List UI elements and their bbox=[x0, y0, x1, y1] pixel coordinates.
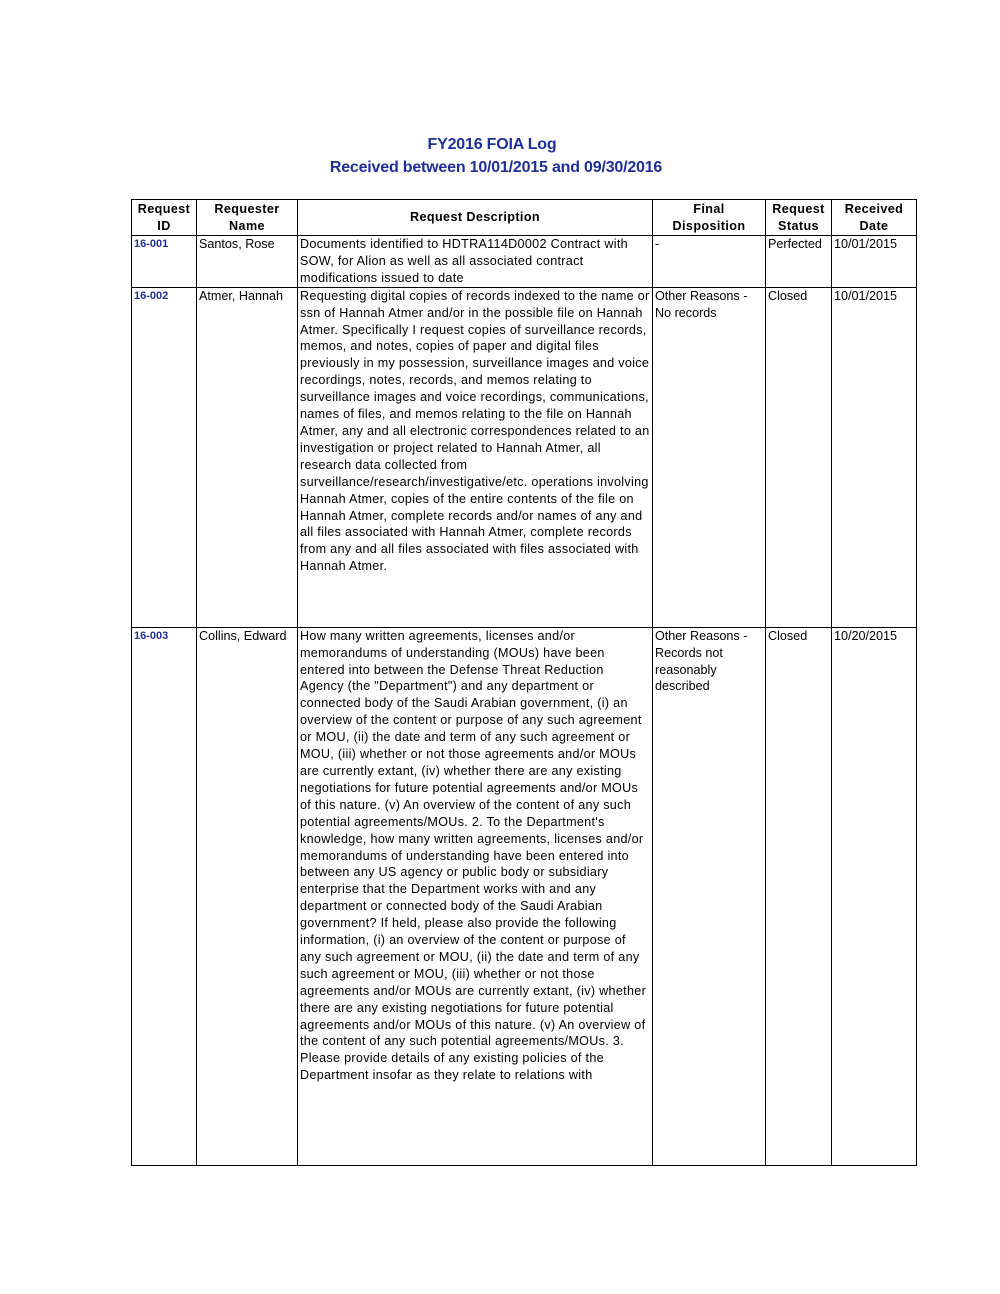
received-date-cell: 10/20/2015 bbox=[832, 627, 917, 1165]
request-description-cell: Requesting digital copies of records indexed to the name or ssn of Hannah Atmer and/or in the possible file on Hannah Atmer. Specifically I request copies of surveillance records, memos, and notes, copies of paper and digital files previously in my possession, surveillance images and voice recordings, notes, records, and memos relating to surveillance images and voice recordings, communications, names of files, and memos relating to the file on Hannah Atmer, any and all electronic correspondences related to an investigation or project related to Hannah Atmer, all research data collected from surveillance/research/investigative/etc. operations involving Hannah Atmer, copies of the entire contents of the file on Hannah Atmer, complete records and/or names of any and all files associated with Hannah Atmer, complete records from any and all files associated with files associated with Hannah Atmer. bbox=[298, 287, 653, 627]
received-date-cell: 10/01/2015 bbox=[832, 236, 917, 288]
column-header-request-description: Request Description bbox=[298, 200, 653, 236]
requester-name-cell: Collins, Edward bbox=[197, 627, 298, 1165]
foia-log-table bbox=[131, 199, 917, 1166]
table-row bbox=[132, 236, 917, 288]
request-description-cell: How many written agreements, licenses and/or memorandums of understanding (MOUs) have been entered into between the Defense Threat Reduction Agency (the "Department") and any department or connected body of the Saudi Arabian government, (i) an overview of the content or purpose of any such agreement or MOU, (ii) the date and term of any such agreement or MOU, (iii) whether or not those agreements and/or MOUs are currently extant, (iv) whether there are any existing negotiations for future potential agreements and/or MOUs of this nature. (v) An overview of the content of any such potential agreements/MOUs. 2. To the Department's knowledge, how many written agreements, licenses and/or memorandums of understanding have been entered into between any US agency or public body or subsidiary enterprise that the Department works with and any department or connected body of the Saudi Arabian government? If held, please also provide the following information, (i) an overview of the content or purpose of any such agreement or MOU, (ii) the date and term of any such agreement or MOU, (iii) whether or not those agreements and/or MOUs are currently extant, (iv) whether there are any existing negotiations for future potential agreements and/or MOUs of this nature. (v) An overview of the content of any such potential agreements/MOUs. 3. Please provide details of any existing policies of the Department insofar as they relate to relations with bbox=[298, 627, 653, 1165]
requester-name-cell: Atmer, Hannah bbox=[197, 287, 298, 627]
request-id-cell: 16-001 bbox=[132, 236, 197, 288]
request-description-cell: Documents identified to HDTRA114D0002 Contract with SOW, for Alion as well as all associated contract modifications issued to date bbox=[298, 236, 653, 288]
column-header-request-status: Request Status bbox=[766, 200, 832, 236]
table-row bbox=[132, 287, 917, 627]
request-id-cell: 16-003 bbox=[132, 627, 197, 1165]
request-status-cell: Closed bbox=[766, 627, 832, 1165]
final-disposition-cell: - bbox=[653, 236, 766, 288]
request-status-cell: Perfected bbox=[766, 236, 832, 288]
final-disposition-cell: Other Reasons - No records bbox=[653, 287, 766, 627]
requester-name-cell: Santos, Rose bbox=[197, 236, 298, 288]
table-header-row bbox=[132, 200, 917, 236]
table-row bbox=[132, 627, 917, 1165]
request-id-cell: 16-002 bbox=[132, 287, 197, 627]
column-header-final-disposition: Final Disposition bbox=[653, 200, 766, 236]
request-status-cell: Closed bbox=[766, 287, 832, 627]
column-header-request-id: Request ID bbox=[132, 200, 197, 236]
final-disposition-cell: Other Reasons - Records not reasonably described bbox=[653, 627, 766, 1165]
page-title: FY2016 FOIA Log bbox=[427, 136, 557, 153]
column-header-received-date: Received Date bbox=[832, 200, 917, 236]
received-date-cell: 10/01/2015 bbox=[832, 287, 917, 627]
page-subtitle: Received between 10/01/2015 and 09/30/2016 bbox=[329, 159, 663, 176]
column-header-requester-name: Requester Name bbox=[197, 200, 298, 236]
